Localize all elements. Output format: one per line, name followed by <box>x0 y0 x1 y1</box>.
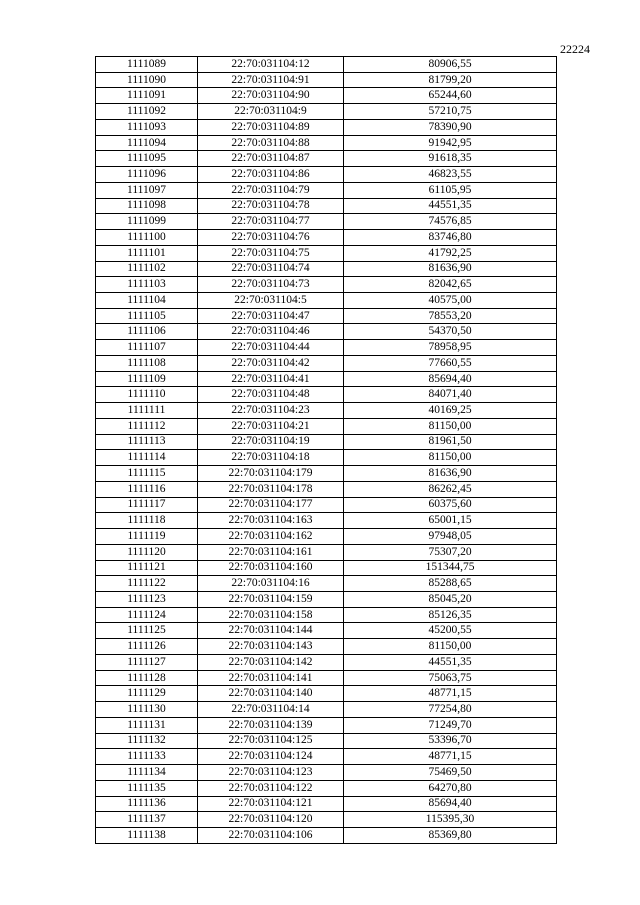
value-cell: 75307,20 <box>344 544 557 560</box>
row-number-cell: 1111127 <box>96 654 198 670</box>
row-number-cell: 1111128 <box>96 670 198 686</box>
cadastral-number-cell: 22:70:031104:75 <box>198 245 344 261</box>
value-cell: 86262,45 <box>344 481 557 497</box>
table-row <box>96 293 557 309</box>
table-row <box>96 639 557 655</box>
value-cell: 81799,20 <box>344 72 557 88</box>
value-cell: 64270,80 <box>344 780 557 796</box>
row-number-cell: 1111116 <box>96 481 198 497</box>
cadastral-number-cell: 22:70:031104:139 <box>198 717 344 733</box>
value-cell: 57210,75 <box>344 104 557 120</box>
cadastral-number-cell: 22:70:031104:12 <box>198 57 344 73</box>
row-number-cell: 1111104 <box>96 293 198 309</box>
value-cell: 71249,70 <box>344 717 557 733</box>
table-row <box>96 576 557 592</box>
value-cell: 54370,50 <box>344 324 557 340</box>
row-number-cell: 1111114 <box>96 450 198 466</box>
row-number-cell: 1111135 <box>96 780 198 796</box>
table-row <box>96 182 557 198</box>
table-row <box>96 403 557 419</box>
row-number-cell: 1111129 <box>96 686 198 702</box>
row-number-cell: 1111101 <box>96 245 198 261</box>
row-number-cell: 1111133 <box>96 749 198 765</box>
cadastral-number-cell: 22:70:031104:141 <box>198 670 344 686</box>
table-row <box>96 796 557 812</box>
value-cell: 77660,55 <box>344 355 557 371</box>
row-number-cell: 1111107 <box>96 340 198 356</box>
row-number-cell: 1111103 <box>96 277 198 293</box>
table-row <box>96 466 557 482</box>
cadastral-number-cell: 22:70:031104:46 <box>198 324 344 340</box>
cadastral-number-cell: 22:70:031104:78 <box>198 198 344 214</box>
row-number-cell: 1111136 <box>96 796 198 812</box>
table-row <box>96 686 557 702</box>
table-row <box>96 324 557 340</box>
cadastral-number-cell: 22:70:031104:9 <box>198 104 344 120</box>
cadastral-number-cell: 22:70:031104:161 <box>198 544 344 560</box>
value-cell: 91618,35 <box>344 151 557 167</box>
value-cell: 85694,40 <box>344 796 557 812</box>
table-row <box>96 765 557 781</box>
cadastral-number-cell: 22:70:031104:87 <box>198 151 344 167</box>
table-row <box>96 418 557 434</box>
row-number-cell: 1111089 <box>96 57 198 73</box>
cadastral-number-cell: 22:70:031104:177 <box>198 497 344 513</box>
table-row <box>96 544 557 560</box>
value-cell: 80906,55 <box>344 57 557 73</box>
table-row <box>96 387 557 403</box>
table-row <box>96 371 557 387</box>
cadastral-number-cell: 22:70:031104:91 <box>198 72 344 88</box>
row-number-cell: 1111109 <box>96 371 198 387</box>
row-number-cell: 1111113 <box>96 434 198 450</box>
value-cell: 61105,95 <box>344 182 557 198</box>
table-row <box>96 72 557 88</box>
row-number-cell: 1111108 <box>96 355 198 371</box>
row-number-cell: 1111097 <box>96 182 198 198</box>
table-row <box>96 827 557 843</box>
row-number-cell: 1111090 <box>96 72 198 88</box>
cadastral-number-cell: 22:70:031104:178 <box>198 481 344 497</box>
value-cell: 44551,35 <box>344 198 557 214</box>
row-number-cell: 1111138 <box>96 827 198 843</box>
table-row <box>96 702 557 718</box>
table-row <box>96 733 557 749</box>
cadastral-number-cell: 22:70:031104:18 <box>198 450 344 466</box>
row-number-cell: 1111093 <box>96 119 198 135</box>
value-cell: 85288,65 <box>344 576 557 592</box>
value-cell: 40575,00 <box>344 293 557 309</box>
row-number-cell: 1111132 <box>96 733 198 749</box>
table-row <box>96 481 557 497</box>
table-row <box>96 135 557 151</box>
value-cell: 82042,65 <box>344 277 557 293</box>
cadastral-number-cell: 22:70:031104:120 <box>198 812 344 828</box>
row-number-cell: 1111096 <box>96 167 198 183</box>
row-number-cell: 1111131 <box>96 717 198 733</box>
table-row <box>96 167 557 183</box>
cadastral-number-cell: 22:70:031104:77 <box>198 214 344 230</box>
row-number-cell: 1111117 <box>96 497 198 513</box>
value-cell: 41792,25 <box>344 245 557 261</box>
value-cell: 46823,55 <box>344 167 557 183</box>
value-cell: 48771,15 <box>344 686 557 702</box>
row-number-cell: 1111134 <box>96 765 198 781</box>
cadastral-number-cell: 22:70:031104:86 <box>198 167 344 183</box>
row-number-cell: 1111100 <box>96 230 198 246</box>
row-number-cell: 1111125 <box>96 623 198 639</box>
cadastral-number-cell: 22:70:031104:48 <box>198 387 344 403</box>
row-number-cell: 1111137 <box>96 812 198 828</box>
cadastral-number-cell: 22:70:031104:79 <box>198 182 344 198</box>
cadastral-number-cell: 22:70:031104:73 <box>198 277 344 293</box>
cadastral-number-cell: 22:70:031104:179 <box>198 466 344 482</box>
table-row <box>96 434 557 450</box>
cadastral-number-cell: 22:70:031104:162 <box>198 529 344 545</box>
table-row <box>96 450 557 466</box>
value-cell: 115395,30 <box>344 812 557 828</box>
value-cell: 81636,90 <box>344 466 557 482</box>
cadastral-number-cell: 22:70:031104:89 <box>198 119 344 135</box>
table-row <box>96 151 557 167</box>
row-number-cell: 1111098 <box>96 198 198 214</box>
row-number-cell: 1111111 <box>96 403 198 419</box>
table-row <box>96 198 557 214</box>
value-cell: 75469,50 <box>344 765 557 781</box>
cadastral-number-cell: 22:70:031104:19 <box>198 434 344 450</box>
table-row <box>96 607 557 623</box>
value-cell: 85369,80 <box>344 827 557 843</box>
cadastral-number-cell: 22:70:031104:121 <box>198 796 344 812</box>
cadastral-number-cell: 22:70:031104:142 <box>198 654 344 670</box>
row-number-cell: 1111118 <box>96 513 198 529</box>
table-row <box>96 214 557 230</box>
row-number-cell: 1111106 <box>96 324 198 340</box>
cadastral-number-cell: 22:70:031104:140 <box>198 686 344 702</box>
cadastral-number-cell: 22:70:031104:90 <box>198 88 344 104</box>
value-cell: 81636,90 <box>344 261 557 277</box>
table-row <box>96 119 557 135</box>
row-number-cell: 1111112 <box>96 418 198 434</box>
row-number-cell: 1111122 <box>96 576 198 592</box>
table-row <box>96 261 557 277</box>
table-row <box>96 340 557 356</box>
row-number-cell: 1111120 <box>96 544 198 560</box>
cadastral-number-cell: 22:70:031104:23 <box>198 403 344 419</box>
value-cell: 53396,70 <box>344 733 557 749</box>
table-row <box>96 812 557 828</box>
page-number: 22224 <box>560 42 590 56</box>
cadastral-number-cell: 22:70:031104:21 <box>198 418 344 434</box>
value-cell: 40169,25 <box>344 403 557 419</box>
table-row <box>96 780 557 796</box>
cadastral-number-cell: 22:70:031104:124 <box>198 749 344 765</box>
value-cell: 91942,95 <box>344 135 557 151</box>
value-cell: 85694,40 <box>344 371 557 387</box>
cadastral-number-cell: 22:70:031104:44 <box>198 340 344 356</box>
table-row <box>96 57 557 73</box>
value-cell: 65244,60 <box>344 88 557 104</box>
cadastral-number-cell: 22:70:031104:106 <box>198 827 344 843</box>
value-cell: 85045,20 <box>344 591 557 607</box>
cadastral-number-cell: 22:70:031104:47 <box>198 308 344 324</box>
cadastral-number-cell: 22:70:031104:74 <box>198 261 344 277</box>
cadastral-number-cell: 22:70:031104:163 <box>198 513 344 529</box>
row-number-cell: 1111094 <box>96 135 198 151</box>
cadastral-number-cell: 22:70:031104:76 <box>198 230 344 246</box>
value-cell: 84071,40 <box>344 387 557 403</box>
table-row <box>96 355 557 371</box>
cadastral-number-cell: 22:70:031104:159 <box>198 591 344 607</box>
cadastral-number-cell: 22:70:031104:14 <box>198 702 344 718</box>
row-number-cell: 1111130 <box>96 702 198 718</box>
table-body <box>96 57 557 844</box>
cadastral-number-cell: 22:70:031104:123 <box>198 765 344 781</box>
row-number-cell: 1111099 <box>96 214 198 230</box>
table-row <box>96 654 557 670</box>
row-number-cell: 1111126 <box>96 639 198 655</box>
table-row <box>96 104 557 120</box>
table-row <box>96 497 557 513</box>
row-number-cell: 1111092 <box>96 104 198 120</box>
row-number-cell: 1111091 <box>96 88 198 104</box>
row-number-cell: 1111095 <box>96 151 198 167</box>
cadastral-number-cell: 22:70:031104:88 <box>198 135 344 151</box>
value-cell: 65001,15 <box>344 513 557 529</box>
value-cell: 85126,35 <box>344 607 557 623</box>
table-row <box>96 717 557 733</box>
table-row <box>96 591 557 607</box>
value-cell: 78390,90 <box>344 119 557 135</box>
table-row <box>96 230 557 246</box>
cadastral-number-cell: 22:70:031104:144 <box>198 623 344 639</box>
value-cell: 77254,80 <box>344 702 557 718</box>
cadastral-number-cell: 22:70:031104:125 <box>198 733 344 749</box>
table-row <box>96 529 557 545</box>
cadastral-number-cell: 22:70:031104:122 <box>198 780 344 796</box>
table-row <box>96 245 557 261</box>
value-cell: 81150,00 <box>344 450 557 466</box>
cadastral-number-cell: 22:70:031104:42 <box>198 355 344 371</box>
table-row <box>96 623 557 639</box>
cadastral-number-cell: 22:70:031104:5 <box>198 293 344 309</box>
cadastral-number-cell: 22:70:031104:160 <box>198 560 344 576</box>
value-cell: 75063,75 <box>344 670 557 686</box>
value-cell: 151344,75 <box>344 560 557 576</box>
table-row <box>96 277 557 293</box>
value-cell: 83746,80 <box>344 230 557 246</box>
value-cell: 81961,50 <box>344 434 557 450</box>
cadastral-number-cell: 22:70:031104:143 <box>198 639 344 655</box>
table-row <box>96 560 557 576</box>
row-number-cell: 1111105 <box>96 308 198 324</box>
value-cell: 97948,05 <box>344 529 557 545</box>
table-row <box>96 513 557 529</box>
value-cell: 45200,55 <box>344 623 557 639</box>
row-number-cell: 1111115 <box>96 466 198 482</box>
row-number-cell: 1111110 <box>96 387 198 403</box>
value-cell: 60375,60 <box>344 497 557 513</box>
table-row <box>96 88 557 104</box>
row-number-cell: 1111121 <box>96 560 198 576</box>
value-cell: 81150,00 <box>344 418 557 434</box>
cadastral-value-table <box>95 56 557 844</box>
row-number-cell: 1111119 <box>96 529 198 545</box>
value-cell: 78958,95 <box>344 340 557 356</box>
cadastral-number-cell: 22:70:031104:16 <box>198 576 344 592</box>
value-cell: 48771,15 <box>344 749 557 765</box>
value-cell: 81150,00 <box>344 639 557 655</box>
table-row <box>96 308 557 324</box>
cadastral-number-cell: 22:70:031104:41 <box>198 371 344 387</box>
row-number-cell: 1111124 <box>96 607 198 623</box>
value-cell: 74576,85 <box>344 214 557 230</box>
row-number-cell: 1111102 <box>96 261 198 277</box>
value-cell: 44551,35 <box>344 654 557 670</box>
row-number-cell: 1111123 <box>96 591 198 607</box>
table-row <box>96 749 557 765</box>
cadastral-number-cell: 22:70:031104:158 <box>198 607 344 623</box>
table-row <box>96 670 557 686</box>
value-cell: 78553,20 <box>344 308 557 324</box>
